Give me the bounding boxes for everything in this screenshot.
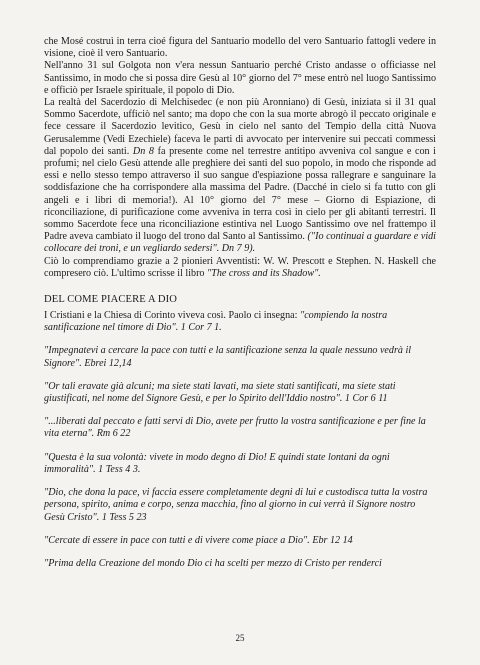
paragraph-text: Ciò lo comprendiamo grazie a 2 pionieri Avventisti: W. W. Prescott e Stephen. N. Haskell che compresero ciò. L'ultimo scrisse il libro — [44, 255, 436, 279]
scripture-reference: Dn 8 — [132, 145, 154, 157]
body-text — [44, 36, 436, 280]
scripture-reference: 1 Cor 7 1. — [180, 322, 222, 334]
paragraph: Nell'anno 31 sul Golgota non v'era nessun Santuario perché Cristo andasse o officiasse nel Santissimo, in modo che si possa dire Gesù al 10° giorno del 7° mese entrò nel luogo Santissimo e officiò per Israele spirituale, il popolo di Dio. — [44, 60, 436, 96]
paragraph — [44, 256, 436, 280]
scripture-reference: 1 Tess 4 3. — [98, 463, 141, 475]
paragraph — [44, 97, 436, 256]
scripture-reference: Ebr 12 14 — [312, 534, 353, 546]
bible-quote — [44, 558, 436, 570]
quote-text: "Prima della Creazione del mondo Dio ci ha scelti per mezzo di Cristo per renderci — [44, 557, 382, 569]
section-heading: DEL COME PIACERE A DIO — [44, 294, 178, 306]
quote-text: "Questa è la sua volontà: vivete in modo degno di Dio! E quindi state lontani da ogni immoralità". — [44, 451, 390, 475]
scripture-reference: 1 Cor 6 11 — [344, 393, 388, 405]
bible-quote — [44, 535, 436, 547]
quote-text: "Impegnatevi a cercare la pace con tutti e la santificazione senza la quale nessuno vedrà il Signore" — [44, 345, 412, 369]
intro-text: I Cristiani e la Chiesa di Corinto viveva così. Paolo ci insegna: — [44, 310, 298, 322]
quote-text: "Cercate di essere in pace con tutti e di vivere come piace a Dio". — [44, 534, 310, 546]
paragraph: che Mosé costruì in terra cioé figura del Santuario modello del vero Santuario fattogli vedere in visione, cioè il vero Santuario. — [44, 36, 436, 60]
scripture-reference: . Ebrei 12,14 — [79, 357, 132, 369]
bible-quote — [44, 345, 436, 369]
bible-quote — [44, 381, 436, 405]
quote-text: "Dio, che dona la pace, vi faccia essere completamente degni di lui e custodisca tutta la vostra persona, spirito, anima e corpo, senza macchia, fino al giorno in cui verrà il Signore nostro Gesù Cristo". — [44, 487, 428, 523]
paragraph-text: fa presente come nel terrestre antitipo avveniva col sangue e con i profumi; nel cielo Gesù attende alle preghiere dei santi del suo popolo, in modo che risponde ad essi e nello stesso tempo attraverso il suo sangue d'espiazione possa rallegrare e sanguinare la soddisfazione che ha corrispondere alla massima del Padre. (Dacché in cielo si fa tutto con gli angeli e i libri di memoria!). Al 10° giorno del 7° mese – Giorno di Espiazione, di riconciliazione, di purificazione come avveniva in terra così in cielo per gli abitanti terrestri. Il sommo Sacerdote fece una riconciliazione estintiva nel Luogo Santissimo ove nel frattempo il Padre aveva cambiato il luogo del trono dal Santo al Santissimo. — [44, 145, 436, 243]
bible-quote — [44, 487, 436, 524]
intro-quote: "compiendo la nostra santificazione nel timore di Dio". — [44, 310, 388, 334]
quote-text: "Or tali eravate già alcuni; ma siete stati lavati, ma siete stati santificati, ma siete stati giustificati, nel nome del Signore Gesù, e per lo Spirito dell'Iddio nostro". — [44, 380, 396, 405]
book-title: "The cross and its Shadow". — [207, 267, 321, 279]
page-number: 25 — [235, 633, 245, 643]
quote-text: "...liberati dal peccato e fatti servi di Dio, avete per frutto la vostra santificazione e per fine la vita eterna". — [44, 416, 426, 440]
paragraph-text: La realtà del Sacerdozio di Melchisedec (e non più Aronniano) di Gesù, iniziata si il 31 qual Sommo Sacerdote, ufficiò nel santo; ma dopo che con la sua morte abrogò il peccato originale e fece cessare il Sacerdozio levitico, Gesù in cielo nel santo del Tempio della città Nuova Gerusalemme (Vedi Ezechiele) faceva le parti di avvocato per intervenire sui peccati commessi dal popolo dei santi. — [44, 97, 436, 157]
scripture-reference: 1 Tess 5 23 — [101, 511, 147, 523]
bible-quote — [44, 452, 436, 476]
quoted-verse: ("Io continuai a guardare e vidi collocare dei troni, e un vegliardo sedersi". Dn 7 9). — [44, 231, 436, 255]
scripture-reference: Rm 6 22 — [96, 428, 131, 440]
intro-paragraph — [44, 310, 436, 334]
bible-quote — [44, 416, 436, 440]
